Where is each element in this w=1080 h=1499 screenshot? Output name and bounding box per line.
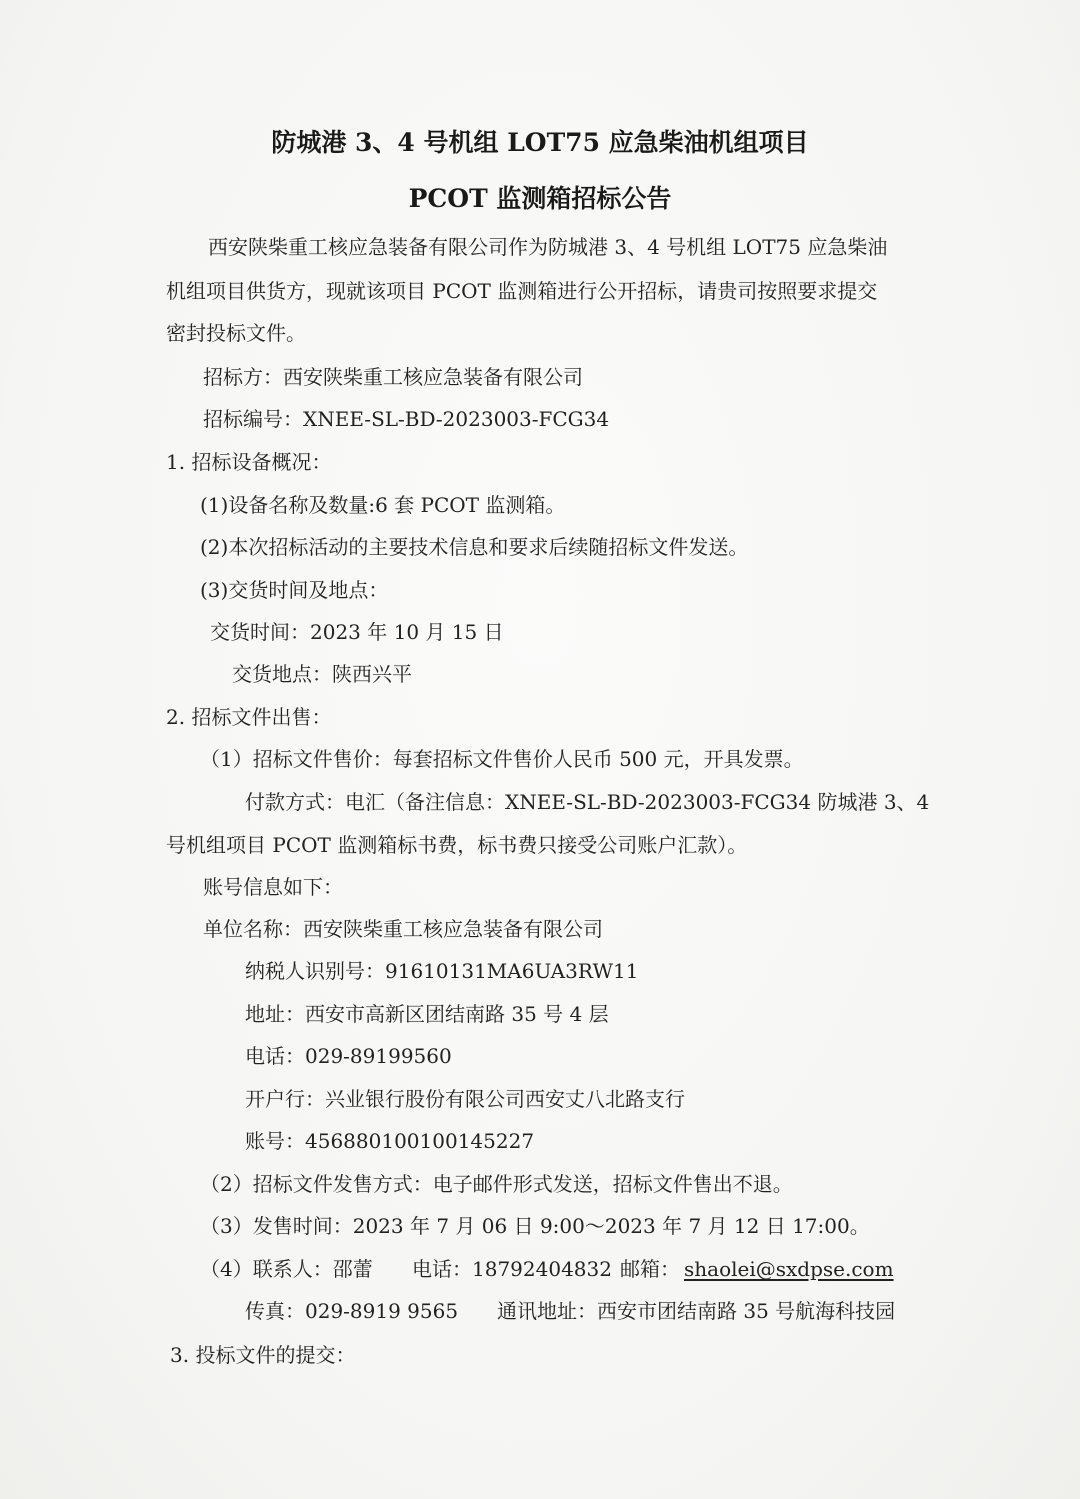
- section1-item-3: (3)交货时间及地点：: [200, 578, 389, 602]
- payment-method-line1: 付款方式：电汇（备注信息：XNEE-SL-BD-2023003-FCG34 防城港 3、4: [245, 790, 930, 814]
- section1-heading: 1. 招标设备概况：: [166, 450, 332, 474]
- account-info-intro: 账号信息如下：: [203, 875, 343, 899]
- document-title-line1: 防城港 3、4 号机组 LOT75 应急柴油机组项目: [271, 128, 809, 157]
- sale-time: （3）发售时间：2023 年 7 月 06 日 9:00～2023 年 7 月 12 日 17:00。: [200, 1214, 870, 1238]
- delivery-time: 交货时间：2023 年 10 月 15 日: [210, 620, 504, 644]
- contact-email-link: shaolei@sxdpse.com: [684, 1257, 894, 1281]
- tender-number: 招标编号：XNEE-SL-BD-2023003-FCG34: [203, 407, 610, 431]
- account-tax-id: 纳税人识别号：91610131MA6UA3RW11: [245, 959, 639, 983]
- account-number: 账号：456880100100145227: [245, 1129, 535, 1153]
- intro-line-3: 密封投标文件。: [166, 321, 306, 345]
- contact-mail-address: 通讯地址：西安市团结南路 35 号航海科技园: [497, 1299, 896, 1323]
- document-title-line2: PCOT 监测箱招标公告: [408, 184, 672, 213]
- delivery-place: 交货地点：陕西兴平: [232, 662, 412, 686]
- contact-phone: 电话：18792404832: [412, 1257, 612, 1281]
- section1-item-1: (1)设备名称及数量:6 套 PCOT 监测箱。: [200, 493, 566, 517]
- section3-heading: 3. 投标文件的提交：: [170, 1343, 356, 1367]
- section1-item-2: (2)本次招标活动的主要技术信息和要求后续随招标文件发送。: [200, 535, 749, 559]
- contact-email-label: 邮箱：: [620, 1257, 680, 1281]
- contact-person: （4）联系人：邵蕾: [200, 1257, 373, 1281]
- sale-method: （2）招标文件发售方式：电子邮件形式发送，招标文件售出不退。: [200, 1172, 793, 1196]
- intro-line-2: 机组项目供货方，现就该项目 PCOT 监测箱进行公开招标，请贵司按照要求提交: [166, 279, 878, 303]
- account-company-name: 单位名称：西安陕柴重工核应急装备有限公司: [203, 917, 603, 941]
- account-address: 地址：西安市高新区团结南路 35 号 4 层: [245, 1002, 609, 1026]
- intro-line-1: 西安陕柴重工核应急装备有限公司作为防城港 3、4 号机组 LOT75 应急柴油: [208, 235, 888, 259]
- tenderer: 招标方：西安陕柴重工核应急装备有限公司: [203, 365, 583, 389]
- section2-heading: 2. 招标文件出售：: [166, 705, 332, 729]
- contact-fax: 传真：029-8919 9565: [245, 1299, 459, 1323]
- payment-method-line2: 号机组项目 PCOT 监测箱标书费，标书费只接受公司账户汇款）。: [166, 833, 748, 857]
- account-phone: 电话：029-89199560: [245, 1044, 452, 1068]
- document-price: （1）招标文件售价：每套招标文件售价人民币 500 元，开具发票。: [200, 747, 804, 771]
- account-bank: 开户行：兴业银行股份有限公司西安丈八北路支行: [245, 1087, 685, 1111]
